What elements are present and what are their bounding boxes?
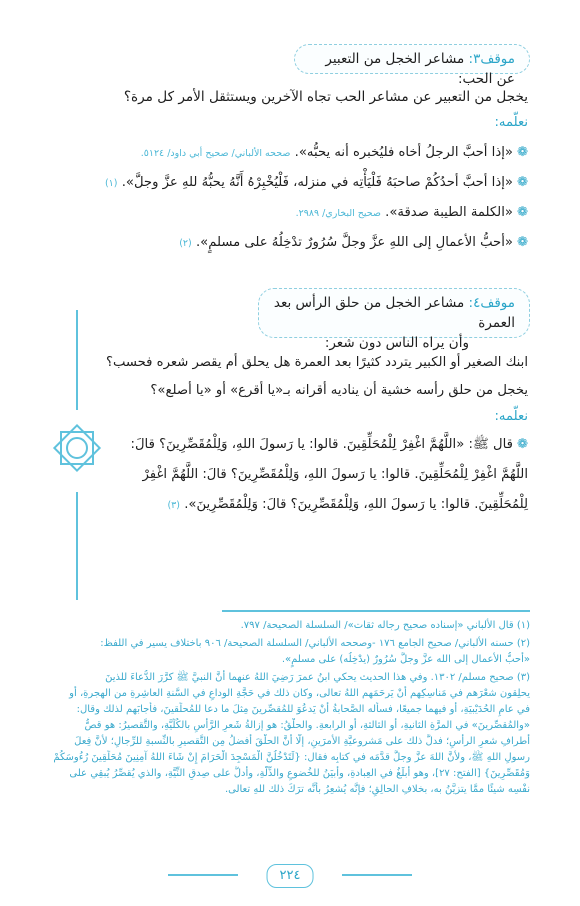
footnote-2-cont: «أحبُّ الأعمال إلى الله عزَّ وجلَّ سُرُورٌ (يدْخِلُه) على مسلمٍ». bbox=[281, 654, 530, 665]
bullet-icon: ❁ bbox=[516, 175, 528, 190]
bullet-icon: ❁ bbox=[516, 145, 528, 160]
situation-3-tag: موقف٣: bbox=[468, 51, 515, 67]
question-3: يخجل من التعبير عن مشاعر الحب تجاه الآخرين ويستثقل الأمر كل مرة؟ bbox=[123, 89, 528, 105]
page-number-rule-right bbox=[342, 874, 412, 876]
hadith-5-line-2: اللَّهُمَّ اغْفِرْ لِلْمُحَلِّقِينَ. قالوا: يا رَسولَ اللهِ، وَلِلْمُقَصِّرِينَ؟ قالَ: اللَّهُمَّ اغْفِرْ bbox=[142, 467, 528, 482]
footnote-3-line-2: يحلِقون شعْرَهم في مَناسِكِهم أنْ يَرحَمَهم اللهُ تعالى، وكان ذلك في حَجَّةِ الوداعِ في السَّنةِ العاشِرةِ من الهجرةِ، أو bbox=[69, 688, 530, 699]
situation-4-box bbox=[258, 288, 530, 351]
page-number-rule-left bbox=[168, 874, 238, 876]
hadith-3 bbox=[50, 200, 528, 227]
footnote-1: (١) قال الألباني «إسناده صحيح رجاله ثقات»/ السلسلة الصحيحة/ ٧٩٧. bbox=[240, 620, 530, 631]
teach-label-1: نعلّمه: bbox=[494, 115, 528, 130]
footnote-3: (٣) صحيح مسلم/ ١٣٠٢. وفي هذا الحديث يحكي ابنُ عمرَ رَضِيَ اللهُ عنهما أنَّ النبيَّ ﷺ كرَّرَ الدُّعاءَ للذينَ bbox=[105, 672, 530, 683]
hadith-5-line-1 bbox=[50, 432, 528, 458]
bullet-icon: ❁ bbox=[516, 437, 528, 452]
footnote-3-line-7: وَمُقَصِّرِينَ} [الفتح: ٢٧]، وهو أبلَغُ في العِبادةِ، وأَبيَنُ للخُضوعِ والذِّلَّةِ، وأدلُّ على صِدقِ النِّيَّةِ، والذي يُقصِّرُ يُبقِي على bbox=[69, 768, 530, 779]
bullet-icon: ❁ bbox=[516, 205, 528, 220]
situation-4-tag: موقف٤: bbox=[468, 295, 515, 311]
footnote-separator bbox=[222, 610, 530, 612]
hadith-5-text-3: لِلْمُحَلِّقِينَ. قالوا: يا رَسولَ اللهِ، وَلِلْمُقَصِّرِينَ؟ قالَ: وَلِلْمُقَصِّرِينَ». bbox=[184, 497, 528, 512]
hadith-5-line-3 bbox=[50, 492, 528, 519]
footnote-3-line-8: نفْسِه شيئًا ممَّا يتزيَّنُ به، بخلافِ الحالِقِ؛ فإنَّه يُشعِرُ بأنَّه ترَكَ ذلك للهِ تعالى. bbox=[224, 784, 530, 795]
situation-3-title: مشاعر الخجل من التعبير عن الحب: bbox=[325, 51, 515, 87]
footnote-ref-3: (٣) bbox=[167, 500, 180, 511]
footnote-ref-1: (١) bbox=[104, 178, 118, 189]
footnote-3-line-5: أطرافِ شعرِ الرأسِ؛ فدلَّ ذلك على مَشروعيَّةِ الأمرَينِ، إلَّا أنَّ الحلْقَ أفضلُ مِن التَّقصيرِ بالنِّسبةِ للرِّجالِ؛ لأنَّ فِعلَ bbox=[74, 736, 530, 747]
teach-label-2: نعلّمه: bbox=[494, 409, 528, 424]
footnote-3-line-6: رسولِ اللهِ ﷺ، ولأنَّ اللهَ عزَّ وجلَّ قدَّمَه في كتابِه فقال: {لَتَدْخُلُنَّ الْمَسْجِدَ الْحَرَامَ إِنْ شَاءَ اللهُ آمِنِينَ مُحَلِّقِينَ رُءُوسَكُمْ bbox=[53, 752, 530, 763]
hadith-3-text: «الكلمة الطيبة صدقة». bbox=[385, 205, 513, 220]
page-number: ٢٢٤ bbox=[267, 864, 314, 888]
question-4a: ابنك الصغير أو الكبير يتردد كثيرًا بعد العمرة هل يحلق أم يقصر شعره فحسب؟ bbox=[105, 355, 528, 370]
question-4b: يخجل من حلق رأسه خشية أن يناديه أقرانه بـ«يا أقرع» أو «يا أصلع»؟ bbox=[150, 383, 528, 398]
situation-3-box bbox=[294, 44, 530, 87]
footnote-ref-2: (٢) bbox=[179, 238, 192, 249]
footnote-2: (٢) حسنه الألباني/ صحيح الجامع ١٧٦ -وصححه الألباني/ السلسلة الصحيحة/ ٩٠٦ باختلاف يسير في اللفظ: bbox=[100, 638, 530, 649]
situation-4-line-1 bbox=[273, 293, 515, 333]
star-ornament-icon bbox=[51, 422, 103, 474]
hadith-5-text-1: قال ﷺ: «اللَّهُمَّ اغْفِرْ لِلْمُحَلِّقِينَ. قالوا: يا رَسولَ اللهِ، وَلِلْمُقَصِّرِينَ؟ قالَ: bbox=[130, 437, 513, 452]
hadith-4-text: «أحبُّ الأعمالِ إلى اللهِ عزَّ وجلَّ سُرُورٌ تدْخِلُهُ على مسلمٍ». bbox=[195, 235, 513, 250]
situation-4-title: مشاعر الخجل من حلق الرأس بعد العمرة bbox=[273, 295, 515, 331]
hadith-1-text: «إذا أحبَّ الرجلُ أخاه فليُخبره أنه يحبُّه». bbox=[294, 145, 513, 160]
hadith-2 bbox=[50, 170, 528, 197]
bullet-icon: ❁ bbox=[516, 235, 528, 250]
situation-4-line-2: وأن يراه الناس دون شعر: bbox=[324, 335, 469, 351]
hadith-1 bbox=[50, 140, 528, 167]
hadith-1-source: صححه الألباني/ صحيح أبي داود/ ٥١٢٤. bbox=[140, 148, 291, 159]
footnote-3-line-4: «والمُقصِّرينَ» في المرَّةِ الثانيةِ، أو الثالثةِ، أو الرابعةِ. والحلْقُ: هو إزالةُ شَعرِ الرَّأسِ بالكُلِّيَّةِ، والتَّقصيرُ: هو قصُّ bbox=[84, 720, 530, 731]
hadith-2-text: «إذا أحبَّ أحدُكُمْ صاحبَهُ فَلْيَأْتِه في منزله، فَلْيُخْبِرْهُ أَنَّهُ يحبُّهُ للهِ عزَّ وجلَّ». bbox=[121, 175, 513, 190]
decorative-rule-bottom bbox=[76, 492, 78, 600]
decorative-rule-top bbox=[76, 310, 78, 410]
footnote-3-line-3: في عامِ الحُدَيْبيَةِ، أو فيهما جميعًا، فسأله الصَّحابةُ أنْ يَدعُوَ للمُقصِّرينَ مِثلَ ما دعا للمُحلِّقينَ، فأجابَهم لذلك وقال: bbox=[76, 704, 530, 715]
hadith-4 bbox=[50, 230, 528, 257]
hadith-3-source: صحيح البخاري/ ٢٩٨٩. bbox=[295, 208, 381, 219]
